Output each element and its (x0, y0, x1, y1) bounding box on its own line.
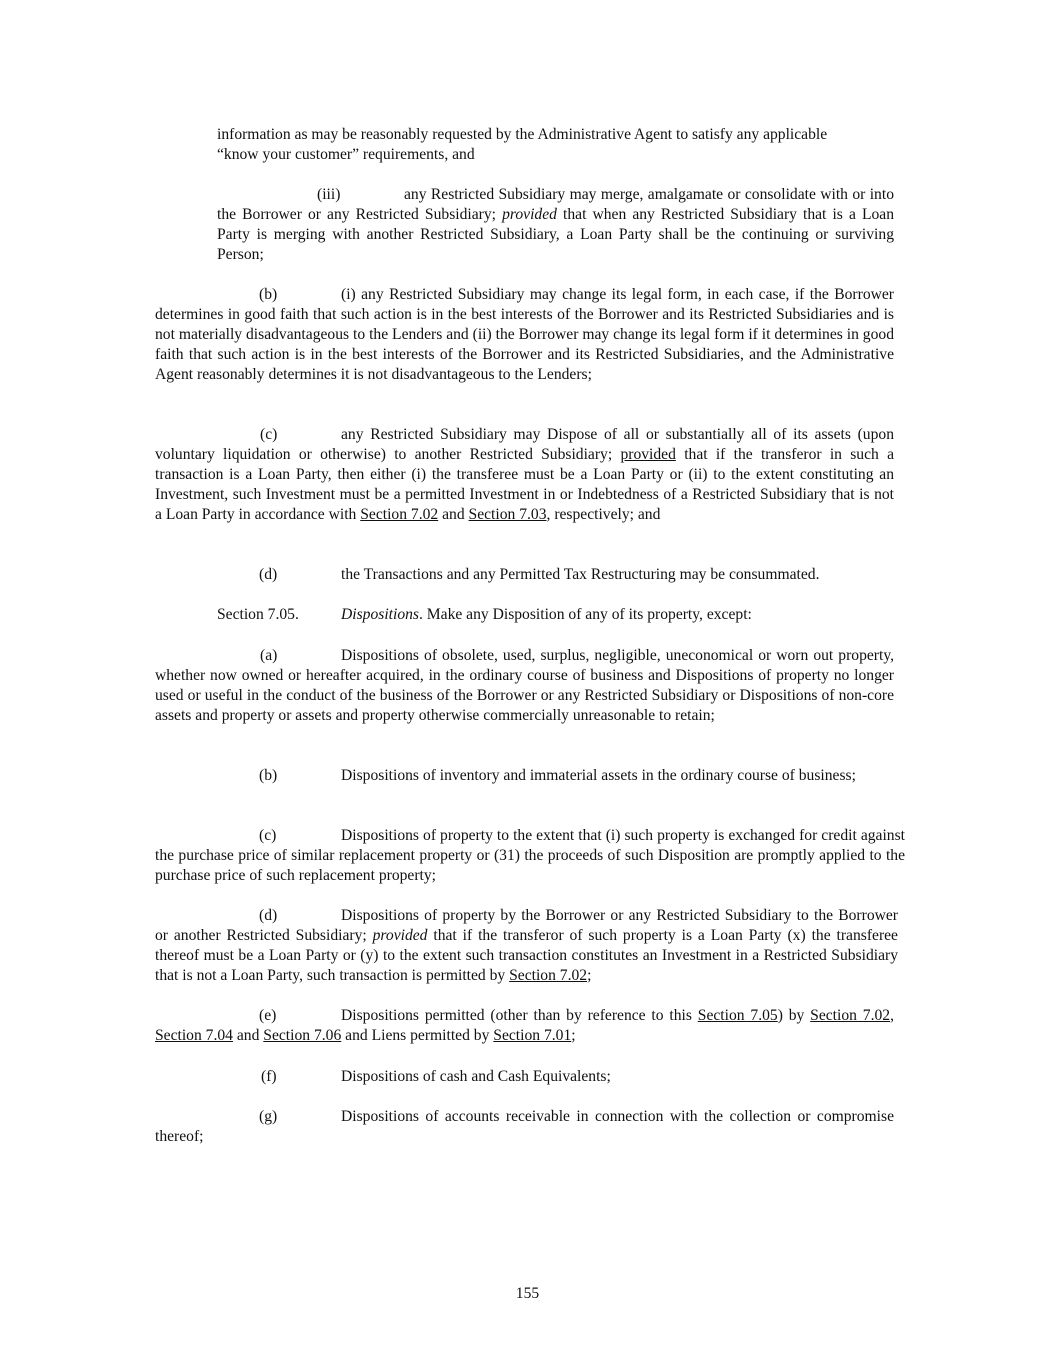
clause-704-c-provided: provided (620, 446, 676, 463)
clause-705-d-end: ; (587, 967, 592, 984)
clause-704-b (155, 285, 894, 385)
section-7-05-heading (155, 605, 894, 625)
clause-705-f-text: Dispositions of cash and Cash Equivalents; (341, 1068, 611, 1085)
section-7-05-title: Dispositions (341, 606, 419, 623)
intro-line-1: information as may be reasonably requested by the Administrative Agent to satisfy any applicable (217, 126, 828, 143)
clause-704-c-ref-section-7-02: Section 7.02 (360, 506, 439, 523)
clause-705-d-text-1: Dispositions of property by the Borrower or any Restricted Subsidiary to the Borrower or another Restricted Subsidiary; (155, 907, 898, 944)
clause-705-a (155, 646, 894, 726)
clause-704-c-text-1: any Restricted Subsidiary may Dispose of all or substantially all of its assets (upon voluntary liquidation or otherwise) to another Restricted Subsidiary; (155, 426, 894, 463)
intro-paragraph (217, 125, 894, 165)
clause-iii (217, 185, 894, 265)
clause-705-b (155, 766, 896, 786)
clause-iii-text-2: that when any Restricted Subsidiary that is a Loan Party is merging with another Restricted Subsidiary, a Loan Party shall be the continuing or surviving Person; (217, 206, 894, 263)
page-number: 155 (515, 1285, 540, 1302)
clause-704-c-text-2: that if the transferor in such a transaction is a Loan Party, then either (i) the transferee must be a Loan Party or (ii) to the extent constituting an Investment, such Investment must be a permitted Investment in or Indebtedness of a Restricted Subsidiary that is not a Loan Party in accordance with (155, 446, 895, 523)
clause-705-g-label: (g) (259, 1108, 278, 1125)
clause-704-d-text: the Transactions and any Permitted Tax Restructuring may be consummated. (341, 566, 820, 583)
clause-705-b-text: Dispositions of inventory and immaterial assets in the ordinary course of business; (341, 767, 856, 784)
clause-705-e-ref-section-7-06: Section 7.06 (263, 1027, 342, 1044)
clause-704-b-text: (i) any Restricted Subsidiary may change its legal form, in each case, if the Borrower determines in good faith that such action is in the best interests of the Borrower and its Restricted Subsidiaries and is not materially disadvantageous to the Lenders and (ii) the Borrower may change its legal form if it determines in good faith that such action is in the best interests of the Borrower and its Restricted Subsidiaries, and the Administrative Agent reasonably determines it is not disadvantageous to the Lenders; (155, 286, 894, 383)
clause-704-c-text-3: , respectively; and (546, 506, 661, 523)
clause-704-c (155, 425, 894, 525)
clause-705-e-end: ; (571, 1027, 576, 1044)
clause-705-c-label: (c) (259, 827, 277, 844)
clause-705-a-text: Dispositions of obsolete, used, surplus, negligible, uneconomical or worn out property, whether now owned or hereafter acquired, in the ordinary course of business and Dispositions of property no longer used or useful in the conduct of the business of the Borrower or any Restricted Subsidiary or Dispositions of non-core assets and property or assets and property otherwise commercially unreasonable to retain; (155, 647, 894, 724)
clause-705-e-ref-section-7-01: Section 7.01 (493, 1027, 572, 1044)
clause-705-e-text-2: ) by (777, 1007, 805, 1024)
clause-705-e-ref-section-7-04: Section 7.04 (155, 1027, 233, 1044)
clause-705-e-text-3: and Liens permitted by (345, 1027, 490, 1044)
clause-705-e-text-1: Dispositions permitted (other than by reference to this (341, 1007, 692, 1024)
clause-705-g (155, 1107, 894, 1147)
clause-705-d-label: (d) (259, 907, 278, 924)
clause-705-e-comma: , (890, 1007, 894, 1024)
clause-704-b-label: (b) (259, 286, 278, 303)
clause-705-e-and: and (236, 1027, 260, 1044)
intro-line-2: “know your customer” requirements, and (217, 146, 475, 163)
clause-705-g-text: Dispositions of accounts receivable in connection with the collection or compromise thereof; (155, 1108, 894, 1145)
clause-iii-text-1: any Restricted Subsidiary may merge, amalgamate or consolidate with or into the Borrower or any Restricted Subsidiary; (217, 186, 894, 223)
clause-704-c-ref-section-7-03: Section 7.03 (468, 506, 547, 523)
clause-705-c-text: Dispositions of property to the extent that (i) such property is exchanged for credit against the purchase price of similar replacement property or (31) the proceeds of such Disposition are promptly applied to the purchase price of such replacement property; (155, 827, 905, 884)
clause-705-d-ref-section-7-02: Section 7.02 (509, 967, 588, 984)
section-7-05-text: . Make any Disposition of any of its property, except: (418, 606, 752, 623)
section-7-05-number: Section 7.05. (217, 606, 299, 623)
clause-705-d (155, 906, 898, 986)
clause-705-c (155, 826, 905, 886)
clause-705-d-text-2: that if the transferor of such property is a Loan Party (x) the transferee thereof must be a Loan Party or (y) to the extent such transaction constitutes an Investment in a Restricted Subsidiary that is not a Loan Party, such transaction is permitted by (155, 927, 898, 984)
clause-705-e-ref-section-7-02: Section 7.02 (810, 1007, 891, 1024)
clause-705-f (155, 1067, 894, 1087)
clause-704-c-and: and (442, 506, 465, 523)
clause-705-e-ref-section-7-05: Section 7.05 (697, 1007, 778, 1024)
clause-705-e-label: (e) (259, 1007, 277, 1024)
clause-704-d-label: (d) (259, 566, 278, 583)
clause-705-a-label: (a) (260, 647, 278, 664)
clause-705-d-provided: provided (372, 927, 428, 944)
clause-704-c-label: (c) (260, 426, 278, 443)
clause-705-e (155, 1006, 894, 1046)
clause-iii-provided: provided (502, 206, 557, 223)
clause-iii-label: (iii) (317, 186, 341, 203)
clause-705-b-label: (b) (259, 767, 278, 784)
clause-705-f-label: (f) (261, 1068, 277, 1085)
clause-704-d (155, 565, 894, 585)
